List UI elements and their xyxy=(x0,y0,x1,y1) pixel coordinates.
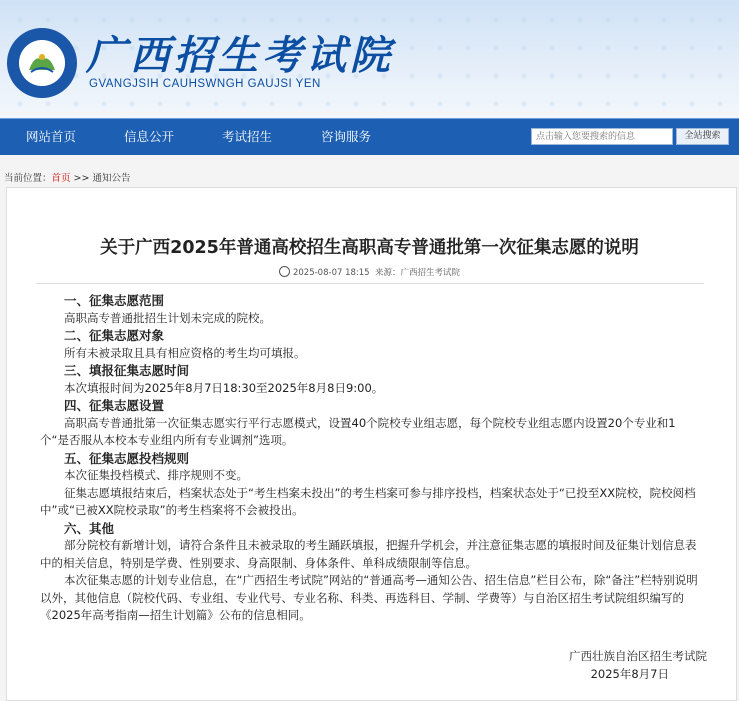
nav-item-consult[interactable]: 咨询服务 xyxy=(321,129,372,144)
section-text: 高职高专普通批第一次征集志愿实行平行志愿模式，设置40个院校专业组志愿，每个院校专业组志愿内设置20个专业和1个“是否服从本校本专业组内所有专业调剂”选项。 xyxy=(40,415,676,447)
article-source: 来源：广西招生考试院 xyxy=(375,268,461,278)
site-title: 广西招生考试院 xyxy=(86,32,394,79)
signature: 广西壮族自治区招生考试院 xyxy=(569,649,707,663)
breadcrumb xyxy=(4,170,131,184)
logo-emblem-icon xyxy=(27,50,57,74)
nav-item-info[interactable]: 信息公开 xyxy=(124,129,175,144)
section-text: 部分院校有新增计划，请符合条件且未被录取的考生踊跃填报，把握升学机会，并注意征集志愿的填报时间及征集计划信息表中的相关信息，特别是学费、性别要求、身高限制、身体条件、单科成绩限制等信息。 xyxy=(40,538,697,570)
section-heading: 三、填报征集志愿时间 xyxy=(64,363,190,378)
site-logo[interactable] xyxy=(7,28,77,98)
article-date: 2025-08-07 18:15 xyxy=(292,268,370,278)
search-input[interactable]: 点击输入您要搜索的信息 xyxy=(531,128,673,145)
site-subtitle: GVANGJSIH CAUHSWNGH GAUJSI YEN xyxy=(89,78,321,90)
breadcrumb-sep: >> xyxy=(70,173,93,184)
section-text: 本次填报时间为2025年8月7日18:30至2025年8月8日9:00。 xyxy=(64,380,384,395)
section-text: 所有未被录取且具有相应资格的考生均可填报。 xyxy=(64,345,306,360)
nav-item-home[interactable]: 网站首页 xyxy=(26,129,77,144)
section-heading: 二、征集志愿对象 xyxy=(64,328,165,343)
section-heading: 四、征集志愿设置 xyxy=(64,398,165,413)
site-header xyxy=(0,0,739,118)
section-text: 本次征集投档模式、排序规则不变。 xyxy=(64,468,248,482)
section-heading: 一、征集志愿范围 xyxy=(64,293,165,308)
section-text: 本次征集志愿的计划专业信息，在“广西招生考试院”网站的“普通高考—通知公告、招生信息”栏目公布，除“备注”栏特别说明以外，其他信息（院校代码、专业组、专业代号、专业名称、科类、再选科目、学制、学费等）与自治区招生考试院组织编写的《2025年高考指南—招生计划篇》公布的信息相同。 xyxy=(40,573,698,622)
breadcrumb-home-link[interactable]: 首页 xyxy=(51,173,71,184)
article-title: 关于广西2025年普通高校招生高职高专普通批第一次征集志愿的说明 xyxy=(100,238,639,258)
nav-item-exam[interactable]: 考试招生 xyxy=(222,129,273,144)
article-meta xyxy=(0,266,739,278)
breadcrumb-prefix: 当前位置： xyxy=(4,173,52,184)
search-button[interactable]: 全站搜索 xyxy=(676,128,729,145)
signature-date: 2025年8月7日 xyxy=(590,667,669,681)
breadcrumb-current: 通知公告 xyxy=(92,173,131,184)
section-text: 高职高专普通批招生计划未完成的院校。 xyxy=(64,310,271,325)
clock-icon xyxy=(279,266,290,277)
title-divider xyxy=(36,283,704,284)
article-body xyxy=(40,292,704,625)
section-text: 征集志愿填报结束后，档案状态处于“考生档案未投出”的考生档案可参与排序投档，档案状态处于“已投至XX院校，院校阅档中”或“已被XX院校录取”的考生档案将不会被投出。 xyxy=(40,485,696,517)
section-heading: 六、其他 xyxy=(64,520,115,536)
section-heading: 五、征集志愿投档规则 xyxy=(64,450,190,466)
